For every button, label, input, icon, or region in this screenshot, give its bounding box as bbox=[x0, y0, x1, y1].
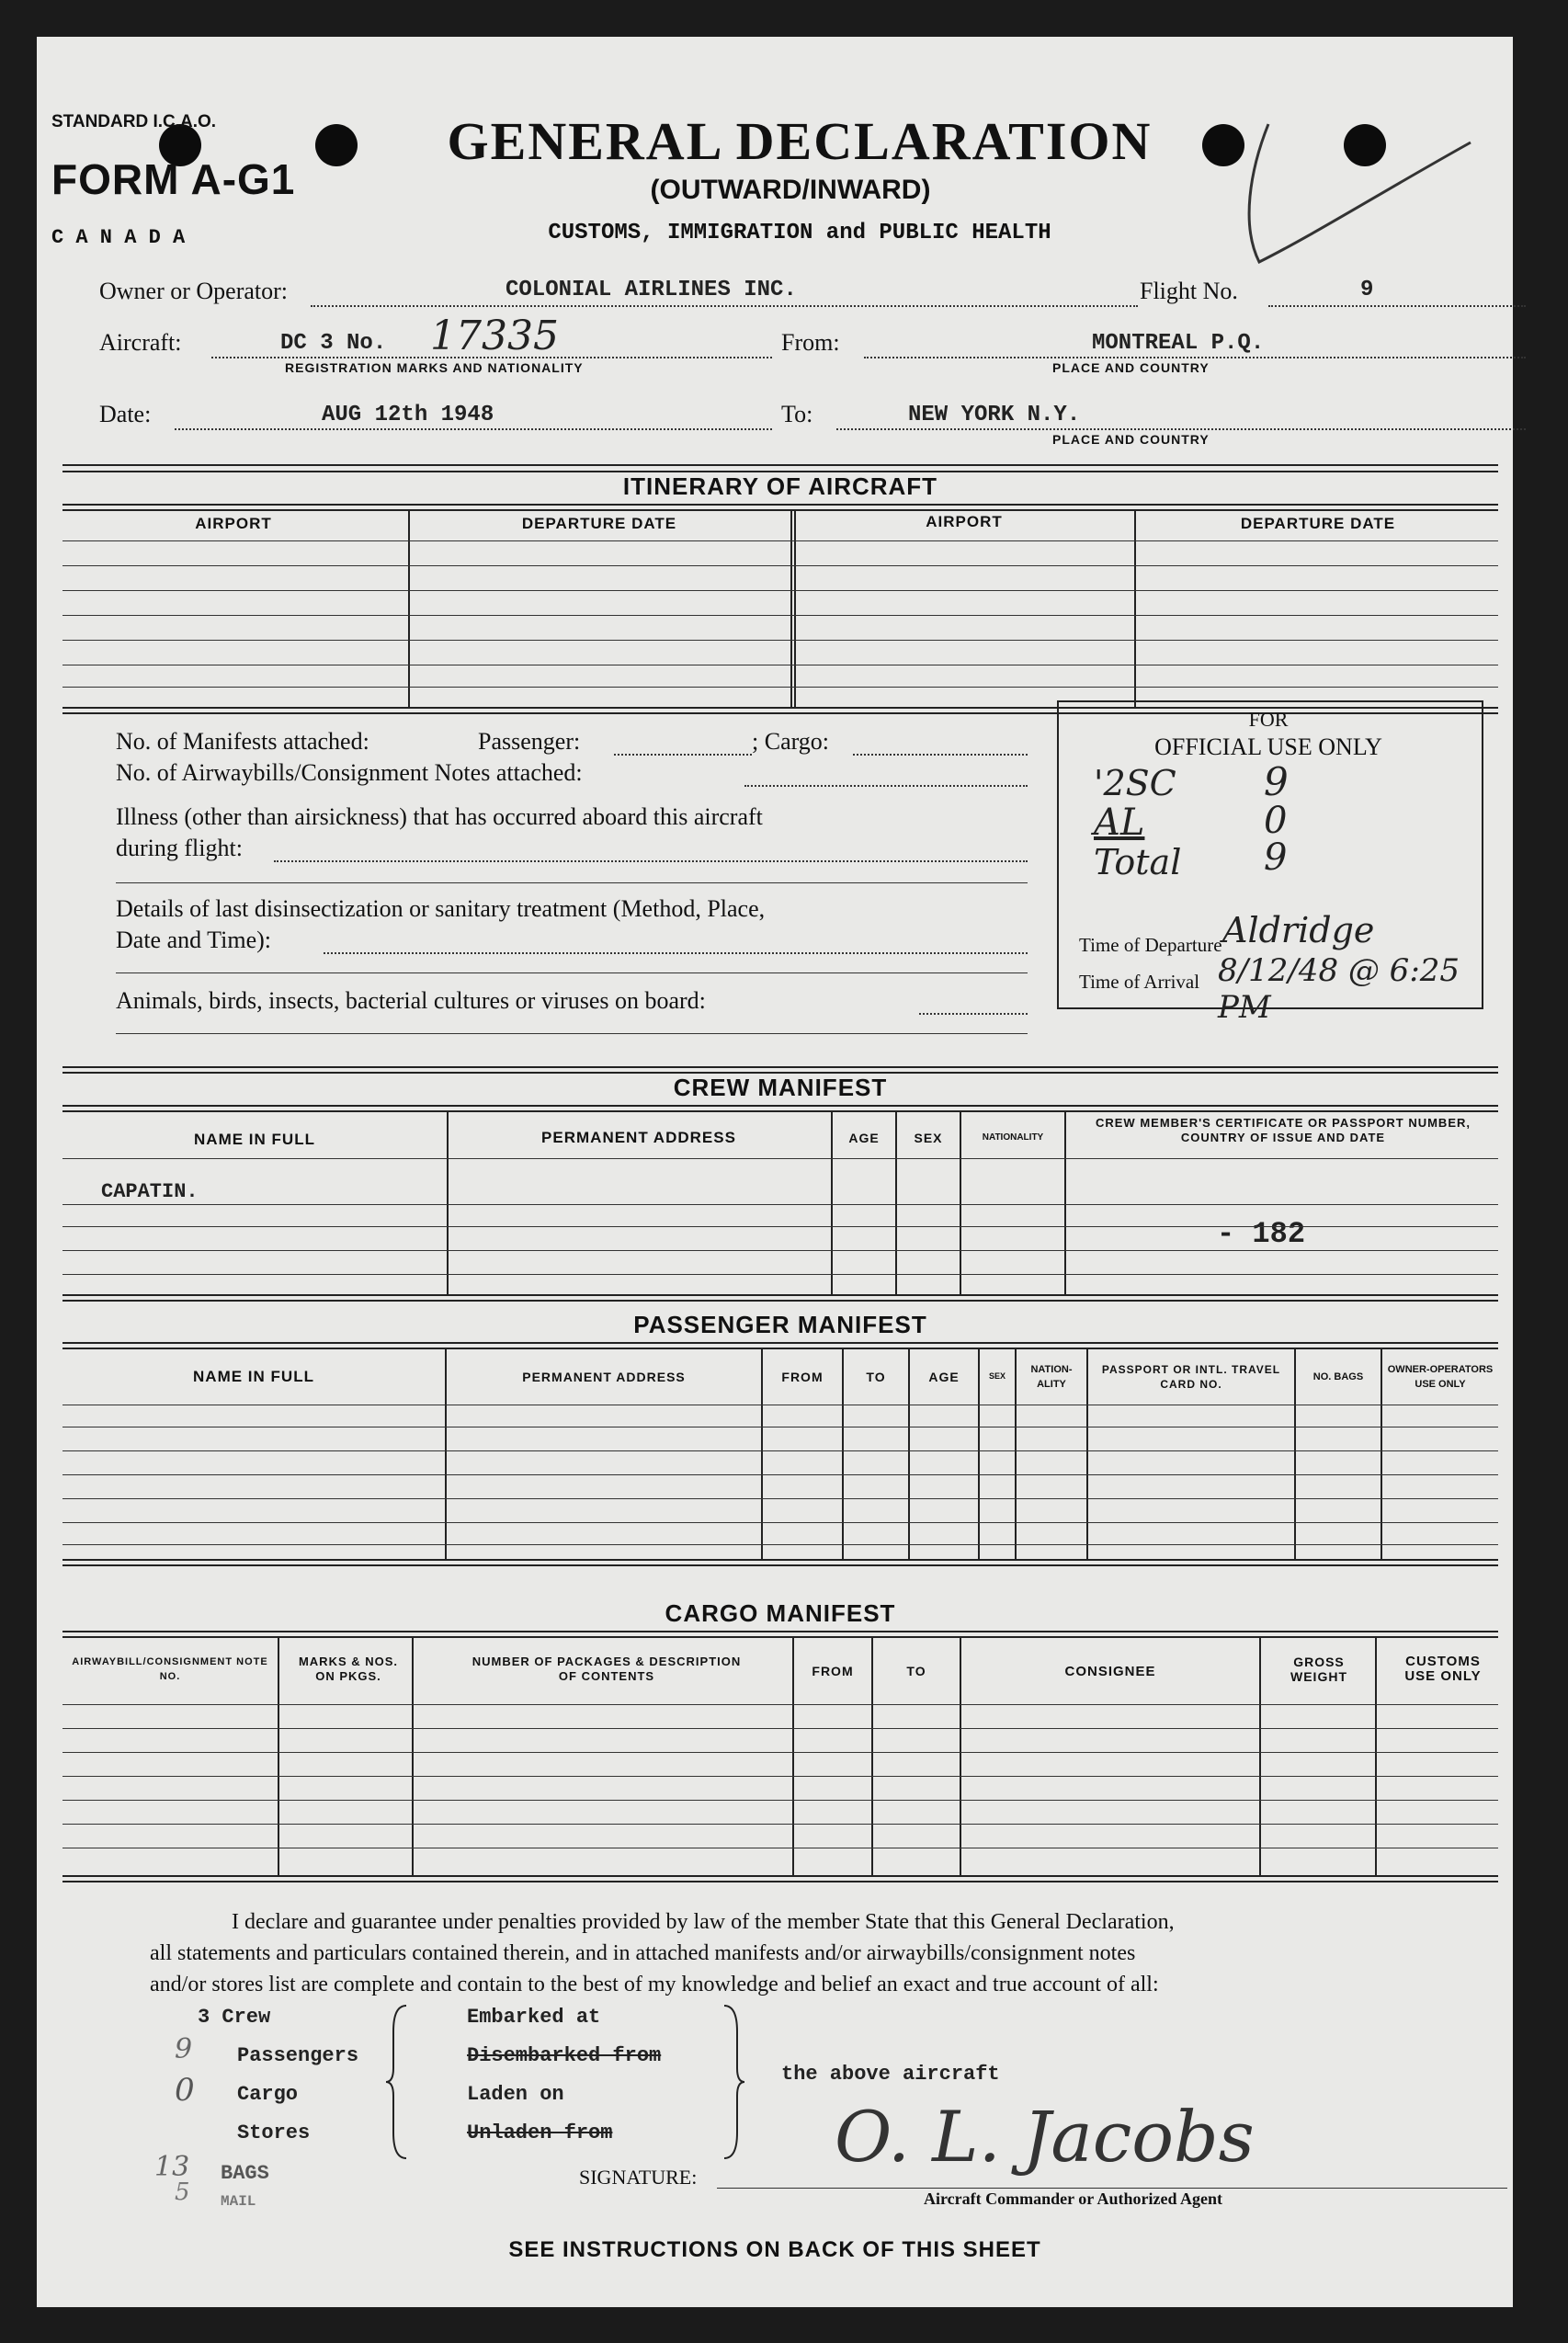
time-arrival-hand: 8/12/48 @ 6:25 PM bbox=[1218, 952, 1460, 1026]
disinsectization-label: Details of last disinsectization or sanitary treatment (Method, Place, bbox=[116, 895, 766, 922]
disinsectization-label-2: Date and Time): bbox=[116, 927, 271, 953]
itinerary-col-airport-2: AIRPORT bbox=[926, 513, 1003, 530]
official-note-3-value: 9 bbox=[1264, 836, 1288, 879]
passenger-col-to: TO bbox=[866, 1370, 886, 1384]
cargo-col-to: TO bbox=[906, 1664, 926, 1678]
from-label: From: bbox=[781, 329, 840, 356]
official-note-2: AL bbox=[1094, 802, 1145, 844]
owner-value: COLONIAL AIRLINES INC. bbox=[506, 278, 797, 302]
time-departure-label: Time of Departure bbox=[1079, 934, 1222, 956]
country-label: C A N A D A bbox=[51, 226, 186, 249]
hand-mark-bags: 13 bbox=[154, 2151, 190, 2183]
official-note-1: '2SC bbox=[1094, 763, 1176, 803]
declaration-item-cargo: Cargo bbox=[237, 2083, 299, 2106]
declaration-item-mail: MAIL bbox=[221, 2193, 256, 2206]
passenger-count-label: Passenger: bbox=[478, 728, 581, 755]
aircraft-caption: REGISTRATION MARKS AND NATIONALITY bbox=[285, 360, 584, 375]
official-note-2-value: 0 bbox=[1264, 800, 1288, 842]
hand-mark-cargo: 0 bbox=[175, 2072, 195, 2109]
declaration-item-bags: BAGS bbox=[221, 2162, 269, 2185]
crew-title: CREW MANIFEST bbox=[673, 1074, 888, 1101]
passenger-col-owner: OWNER-OPERATORS USE ONLY bbox=[1387, 1364, 1494, 1390]
cargo-col-packages: NUMBER OF PACKAGES & DESCRIPTION OF CONTENTS bbox=[472, 1655, 742, 1683]
itinerary-title: ITINERARY OF AIRCRAFT bbox=[622, 472, 938, 500]
passenger-col-passport: PASSPORT OR INTL. TRAVEL CARD NO. bbox=[1101, 1363, 1281, 1391]
crew-row-cert: - 182 bbox=[1217, 1217, 1306, 1251]
owner-label: Owner or Operator: bbox=[99, 278, 289, 304]
declaration-line-3: and/or stores list are complete and contain to the best of my knowledge and belief an exact and true account of all: bbox=[150, 1973, 1159, 1996]
cargo-col-customs: CUSTOMS USE ONLY bbox=[1404, 1654, 1482, 1684]
official-use-subtitle: OFFICIAL USE ONLY bbox=[1154, 734, 1382, 760]
flight-label: Flight No. bbox=[1140, 278, 1238, 304]
passenger-col-sex: SEX bbox=[988, 1371, 1006, 1381]
official-note-3: Total bbox=[1094, 842, 1182, 882]
date-value: AUG 12th 1948 bbox=[322, 403, 494, 427]
flight-value: 9 bbox=[1360, 278, 1374, 302]
animals-label: Animals, birds, insects, bacterial cultures or viruses on board: bbox=[116, 987, 706, 1014]
illness-label-2: during flight: bbox=[116, 835, 243, 861]
declaration-item-stores: Stores bbox=[237, 2121, 311, 2144]
time-departure-hand: Aldridge bbox=[1222, 910, 1375, 950]
cargo-count-label: ; Cargo: bbox=[752, 728, 830, 755]
signature-hand: O. L. Jacobs bbox=[835, 2096, 1255, 2178]
official-use-title: FOR bbox=[1248, 708, 1289, 731]
crew-row-1-name: CAPATIN. bbox=[101, 1180, 199, 1203]
aircraft-label: Aircraft: bbox=[99, 329, 182, 356]
hand-mark-passengers: 9 bbox=[175, 2033, 193, 2065]
aircraft-registration: 17335 bbox=[430, 313, 559, 359]
passenger-col-nationality: NATION-ALITY bbox=[1030, 1364, 1073, 1390]
crew-col-name: NAME IN FULL bbox=[194, 1131, 315, 1148]
brace-right-icon bbox=[717, 2004, 744, 2160]
passenger-col-name: NAME IN FULL bbox=[193, 1368, 314, 1385]
to-value: NEW YORK N.Y. bbox=[908, 403, 1081, 427]
punch-hole bbox=[315, 124, 358, 166]
standard-label: STANDARD I.C.A.O. bbox=[51, 112, 217, 131]
passenger-col-address: PERMANENT ADDRESS bbox=[522, 1370, 686, 1384]
form-direction: (OUTWARD/INWARD) bbox=[650, 175, 931, 205]
crew-col-age: AGE bbox=[848, 1131, 880, 1145]
crew-col-sex: SEX bbox=[914, 1131, 943, 1145]
from-caption: PLACE AND COUNTRY bbox=[1052, 360, 1210, 375]
cargo-col-airwaybill: AIRWAYBILL/CONSIGNMENT NOTE NO. bbox=[72, 1656, 268, 1682]
instructions-note: SEE INSTRUCTIONS ON BACK OF THIS SHEET bbox=[508, 2237, 1041, 2262]
declaration-item-crew: 3 Crew bbox=[198, 2006, 271, 2029]
cargo-col-from: FROM bbox=[812, 1664, 854, 1678]
to-label: To: bbox=[781, 401, 813, 427]
from-value: MONTREAL P.Q. bbox=[1092, 331, 1265, 356]
crew-col-address: PERMANENT ADDRESS bbox=[541, 1129, 736, 1146]
action-unladen: Unladen from bbox=[467, 2121, 613, 2144]
passenger-col-age: AGE bbox=[928, 1370, 960, 1384]
declaration-item-passengers: Passengers bbox=[237, 2044, 359, 2067]
cargo-col-marks: MARKS & NOS. ON PKGS. bbox=[298, 1655, 399, 1683]
itinerary-col-departure: DEPARTURE DATE bbox=[521, 515, 677, 532]
date-label: Date: bbox=[99, 401, 152, 427]
cargo-col-consignee: CONSIGNEE bbox=[1064, 1664, 1156, 1679]
manifests-label: No. of Manifests attached: bbox=[116, 728, 369, 755]
cargo-title: CARGO MANIFEST bbox=[665, 1599, 896, 1627]
check-mark-icon bbox=[1213, 87, 1480, 290]
cargo-col-weight: GROSS WEIGHT bbox=[1290, 1655, 1347, 1684]
passenger-title: PASSENGER MANIFEST bbox=[633, 1311, 927, 1338]
form-subtitle: CUSTOMS, IMMIGRATION and PUBLIC HEALTH bbox=[548, 221, 1051, 245]
itinerary-col-airport: AIRPORT bbox=[195, 515, 272, 532]
official-note-1-value: 9 bbox=[1264, 759, 1289, 804]
illness-label: Illness (other than airsickness) that has occurred aboard this aircraft bbox=[116, 803, 763, 830]
action-laden: Laden on bbox=[467, 2083, 564, 2106]
action-embarked: Embarked at bbox=[467, 2006, 601, 2029]
passenger-col-bags: NO. BAGS bbox=[1312, 1371, 1364, 1382]
time-arrival-label: Time of Arrival bbox=[1079, 971, 1200, 993]
form-title: GENERAL DECLARATION bbox=[447, 111, 1153, 171]
aircraft-type: DC 3 No. bbox=[280, 331, 387, 356]
declaration-line-2: all statements and particulars contained therein, and in attached manifests and/or airwaybills/consignment notes bbox=[150, 1941, 1136, 1965]
passenger-col-from: FROM bbox=[781, 1370, 824, 1384]
above-aircraft-text: the above aircraft bbox=[781, 2063, 1000, 2086]
crew-col-certificate: CREW MEMBER'S CERTIFICATE OR PASSPORT NUMBER, COUNTRY OF ISSUE AND DATE bbox=[1095, 1116, 1471, 1144]
action-disembarked: Disembarked from bbox=[467, 2044, 662, 2067]
airwaybills-label: No. of Airwaybills/Consignment Notes attached: bbox=[116, 759, 583, 786]
brace-left-icon bbox=[386, 2004, 414, 2160]
crew-col-nationality: NATIONALITY bbox=[982, 1132, 1044, 1143]
declaration-form bbox=[37, 37, 1513, 2307]
itinerary-col-departure-2: DEPARTURE DATE bbox=[1240, 515, 1396, 532]
signer-caption: Aircraft Commander or Authorized Agent bbox=[924, 2189, 1222, 2208]
signature-label: SIGNATURE: bbox=[579, 2166, 698, 2189]
hand-mark-mail: 5 bbox=[175, 2178, 190, 2206]
form-number: FORM A-G1 bbox=[51, 155, 296, 203]
to-caption: PLACE AND COUNTRY bbox=[1052, 432, 1210, 447]
declaration-line-1: I declare and guarantee under penalties provided by law of the member State that this General Declaration, bbox=[232, 1910, 1175, 1934]
